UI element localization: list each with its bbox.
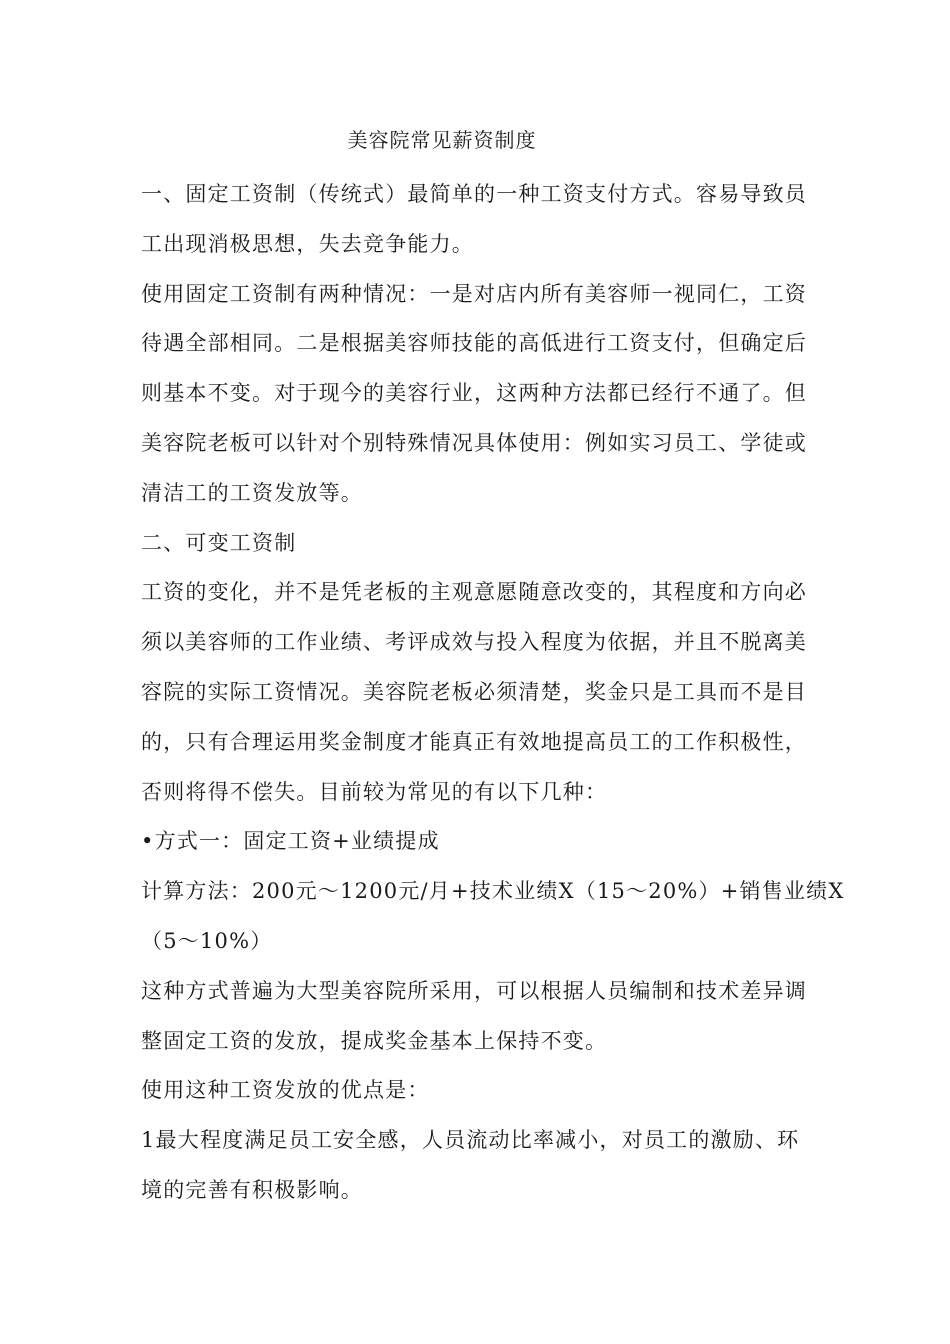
body-line: 使用这种工资发放的优点是： [141,1078,430,1103]
body-line: 这种方式普遍为大型美容院所采用，可以根据人员编制和技术差异调 [141,978,807,1003]
method-heading: •方式一：固定工资+业绩提成 [141,829,440,854]
document-body [141,170,845,1216]
body-line: 容院的实际工资情况。美容院老板必须清楚，奖金只是工具而不是目 [141,679,807,704]
body-line: 清洁工的工资发放等。 [141,480,363,505]
body-line: 则基本不变。对于现今的美容行业，这两种方法都已经行不通了。但 [141,381,807,406]
document-title: 美容院常见薪资制度 [347,128,537,152]
body-line: 待遇全部相同。二是根据美容师技能的高低进行工资支付，但确定后 [141,331,807,356]
formula-line: 计算方法：200元〜1200元/月+技术业绩X（15〜20%）+销售业绩X [141,879,845,904]
body-line: 工资的变化，并不是凭老板的主观意愿随意改变的，其程度和方向必 [141,580,807,605]
body-line: 的，只有合理运用奖金制度才能真正有效地提高员工的工作积极性， [141,729,807,754]
body-line: 境的完善有积极影响。 [141,1177,363,1202]
body-line: 整固定工资的发放，提成奖金基本上保持不变。 [141,1028,608,1053]
formula-line: （5〜10%） [141,928,273,953]
body-line: 否则将得不偿失。目前较为常见的有以下几种： [141,779,608,804]
body-line: 一、固定工资制（传统式）最简单的一种工资支付方式。容易导致员 [141,182,807,206]
body-line: 美容院老板可以针对个别特殊情况具体使用：例如实习员工、学徒或 [141,430,807,455]
body-line: 1最大程度满足员工安全感，人员流动比率减小，对员工的激励、环 [141,1128,800,1153]
body-line: 工出现消极思想，失去竞争能力。 [141,231,474,256]
body-line: 使用固定工资制有两种情况：一是对店内所有美容师一视同仁，工资 [141,281,807,306]
body-line: 须以美容师的工作业绩、考评成效与投入程度为依据，并且不脱离美 [141,630,807,655]
section-heading: 二、可变工资制 [141,530,297,555]
